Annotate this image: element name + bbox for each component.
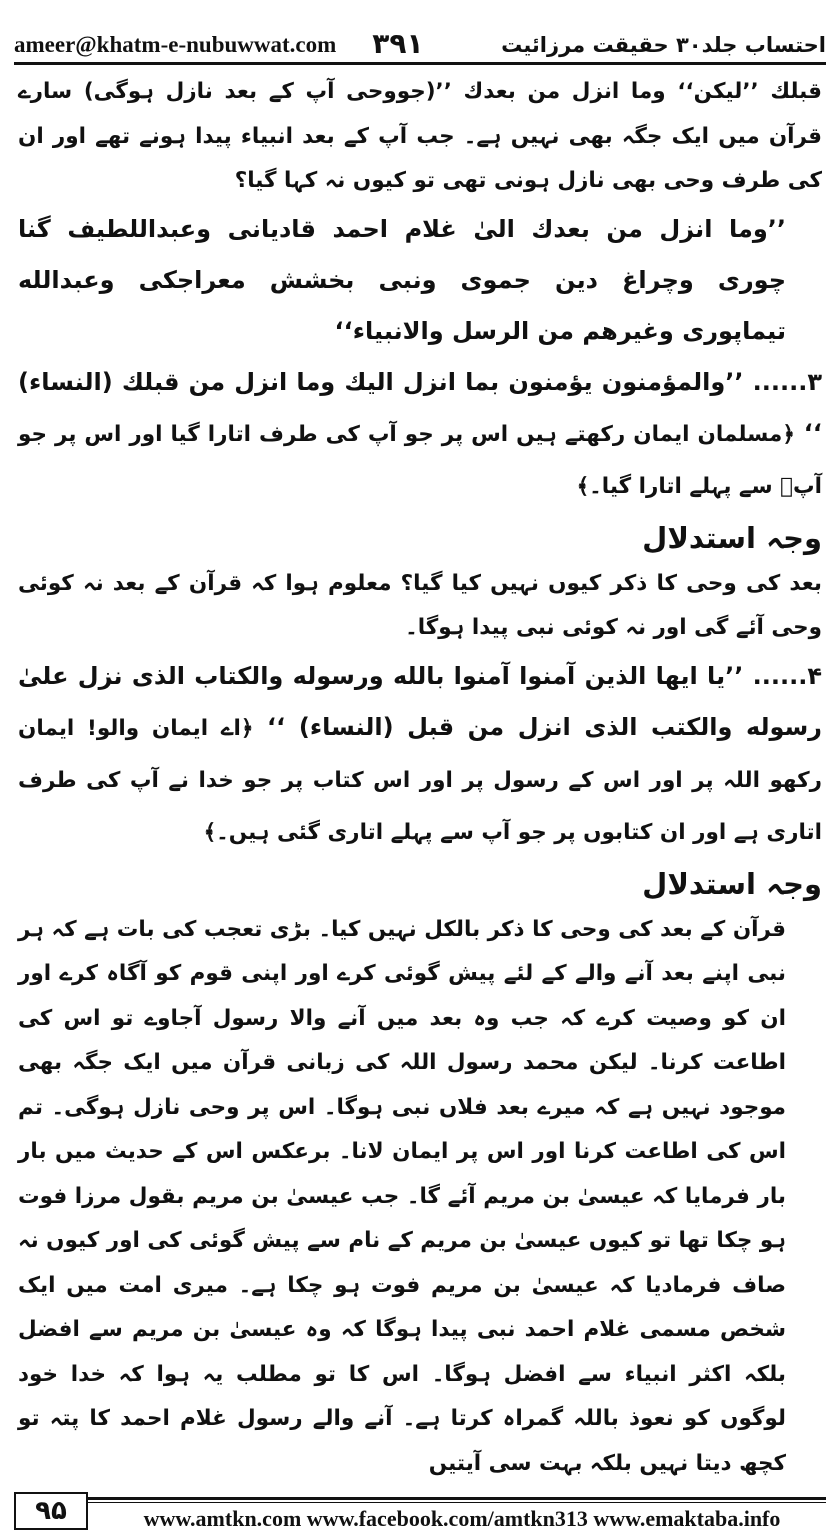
page-header: [14, 8, 826, 60]
footer-links: www.amtkn.com www.facebook.com/amtkn313 www.emaktaba.info: [143, 1506, 781, 1531]
verse-4-translation: ﴿اے ایمان والو! ایمان رکھو اللہ پر اور اس کے رسول پر اور اس کتاب پر جو خدا نے آپ کی طرف اتاری ہے اور ان کتابوں پر جو آپ سے پہلے اتاری گئی ہیں۔﴾: [18, 715, 822, 845]
header-rule: [14, 62, 826, 65]
verse-3-translation: ﴿مسلمان ایمان رکھتے ہیں اس پر جو آپ کی طرف اتارا گیا اور اس پر جو آپؐ سے پہلے اتارا گیا۔﴾: [18, 421, 822, 499]
header-book-title: احتساب جلد۳۰ حقیقت مرزائیت: [501, 33, 826, 57]
paragraph-2: بعد کی وحی کا ذکر کیوں نہیں کیا گیا؟ معلوم ہوا کہ قرآن کے بعد نہ کوئی وحی آئے گی اور نہ کوئی نبی پیدا ہوگا۔: [18, 570, 822, 640]
header-email: ameer@khatm-e-nubuwwat.com: [14, 32, 337, 57]
heading-wajh-istidlal-1: وجہ استدلال: [642, 520, 822, 555]
verse-4: [18, 651, 822, 858]
heading-wajh-istidlal-2: وجہ استدلال: [642, 866, 822, 901]
verse-4-arabic: ۴...... ’’یا ایها الذین آمنوا آمنوا بالله ورسوله والکتاب الذی نزل علیٰ رسوله والکتب الذی انزل من قبل (النساء) ‘‘: [18, 661, 822, 741]
paragraph-1: قبلك ’’لیکن‘‘ وما انزل من بعدك ’’(جووحی آپ کے بعد نازل ہوگی) سارے قرآن میں ایک جگہ بھی نہیں ہے۔ جب آپ کے بعد انبیاء پیدا ہونے تھے اور ان کی طرف وحی بھی نازل ہونی تھی تو کیوں نہ کہا گیا؟: [18, 79, 822, 193]
verse-3-arabic: ۳...... ’’والمؤمنون یؤمنون بما انزل الیك وما انزل من قبلك (النساء) ‘‘: [18, 367, 822, 447]
footer-rule: [88, 1497, 826, 1500]
verse-3: [18, 357, 822, 512]
footer-page-number: ۹۵: [14, 1492, 88, 1530]
page-body: [18, 70, 822, 1476]
paragraph-3: قرآن کے بعد کی وحی کا ذکر بالکل نہیں کیا۔ بڑی تعجب کی بات ہے کہ ہر نبی اپنے بعد آنے والے کے لئے پیش گوئی کرے اور اپنی قوم کو آگاہ کرے اور ان کو وصیت کرے کہ جب وہ بعد میں آنے والا رسول آجاوے تو اس کی اطاعت کرنا۔ لیکن محمد رسول اللہ کی زبانی قرآن میں ایک جگہ بھی موجود نہیں ہے کہ میرے بعد فلاں نبی ہوگا۔ اس پر وحی نازل ہوگی۔ تم اس کی اطاعت کرنا اور اس پر ایمان لانا۔ برعکس اس کے حدیث میں بار بار فرمایا کہ عیسیٰ بن مریم آئے گا۔ جب عیسیٰ بن مریم بقول مرزا فوت ہو چکا تھا تو کیوں عیسیٰ بن مریم کے نام سے پیش گوئی کی اور کیوں نہ صاف فرمادیا کہ عیسیٰ بن مریم فوت ہو چکا ہے۔ میری امت میں ایک شخص مسمی غلام احمد نبی پیدا ہوگا کہ وہ عیسیٰ بن مریم سے افضل بلکہ اکثر انبیاء سے افضل ہوگا۔ اس کا تو مطلب یہ ہوا کہ خدا خود لوگوں کو نعوذ باللہ گمراہ کرتا ہے۔ آنے والے رسول غلام احمد کا پتہ تو کچھ دیتا نہیں بلکہ بہت سی آیتیں: [18, 916, 786, 1476]
footer-rule-thin: [88, 1502, 826, 1503]
arabic-quote-1: ’’وما انزل من بعدك الیٰ غلام احمد قادیانی وعبداللطیف گنا چوری وچراغ دین جموی ونبی بخشش معراجکی وعبدالله تیماپوری وغیرهم من الرسل والانبیاء‘‘: [18, 214, 786, 345]
header-left: [14, 27, 424, 60]
header-page-number: ۳۹۱: [372, 27, 424, 60]
